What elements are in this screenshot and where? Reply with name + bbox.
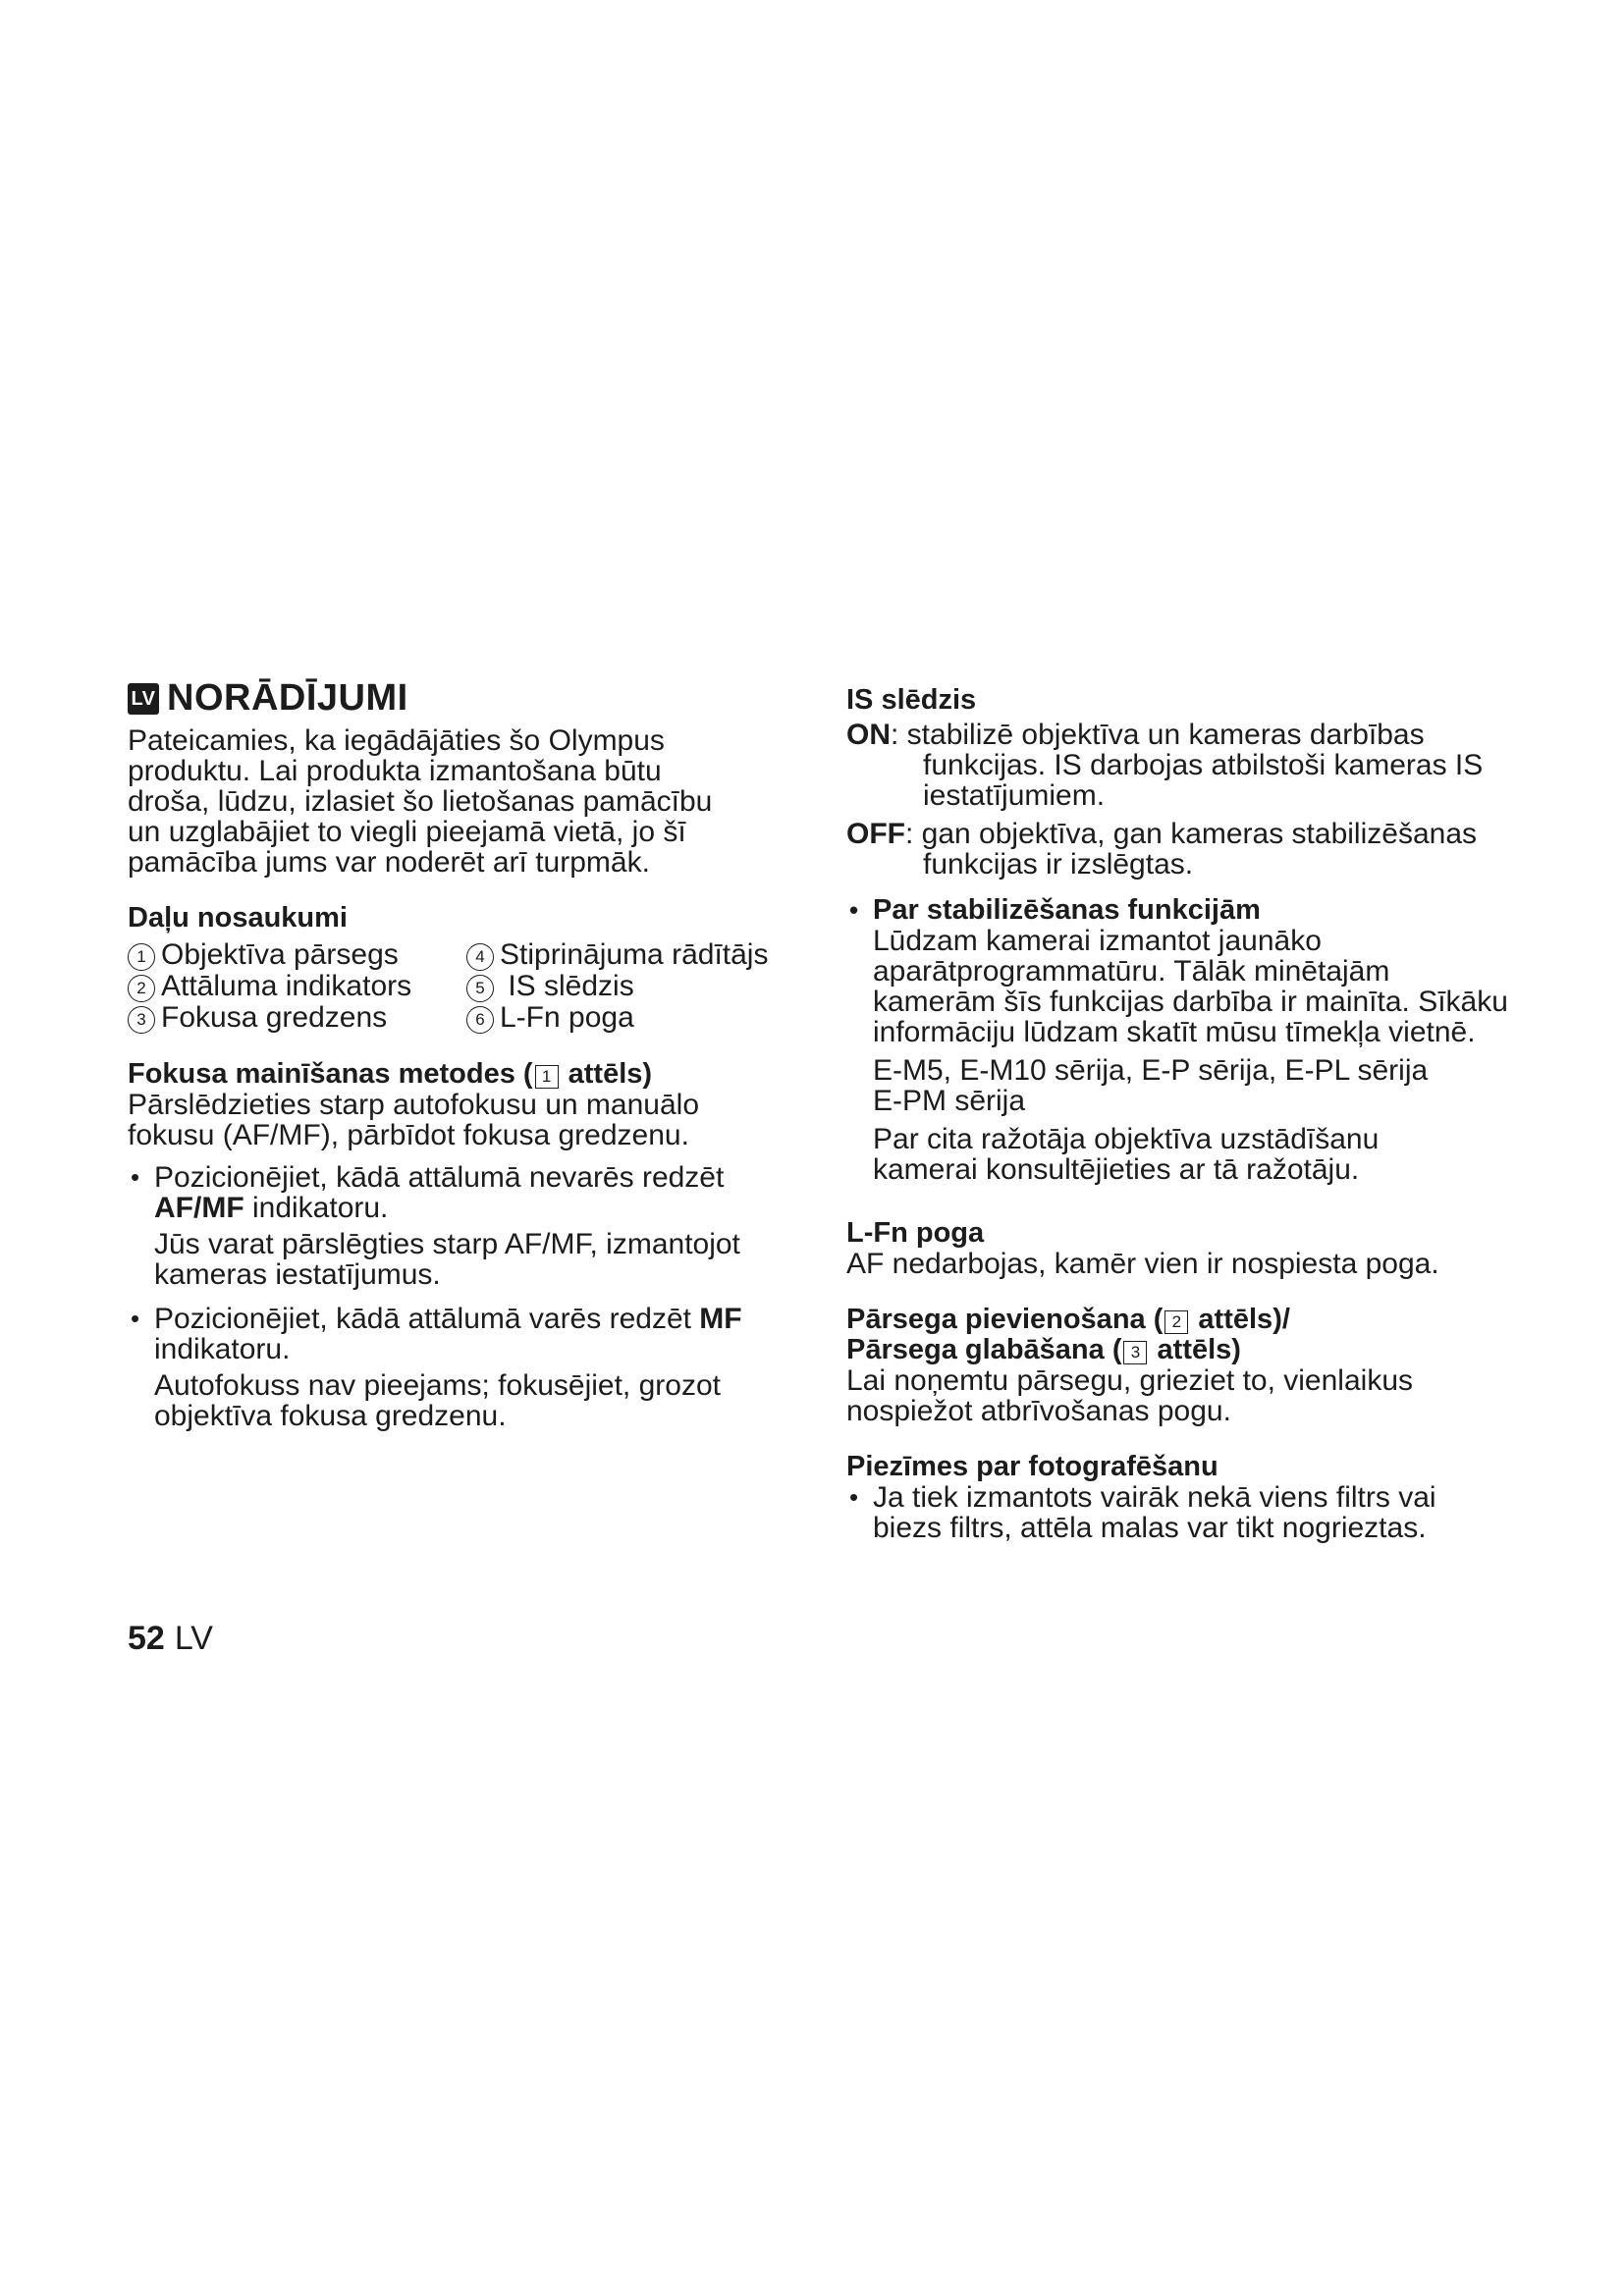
focus-bullet-note: Jūs varat pārslēgties starp AF/MF, izmantojot kameras iestatījumus. bbox=[154, 1228, 740, 1291]
right-column bbox=[846, 685, 1534, 1543]
figure-ref-box: 2 bbox=[1164, 1310, 1188, 1334]
lv-language-badge: LV bbox=[128, 683, 159, 715]
circled-number: 6 bbox=[466, 1006, 494, 1034]
parts-item: 3 Fokusa gredzens bbox=[128, 1002, 466, 1034]
stabilization-heading: • Par stabilizēšanas funkcijām bbox=[846, 895, 1534, 926]
lfn-heading: L-Fn poga bbox=[846, 1217, 985, 1249]
stabilization-other: Par cita ražotāja objektīva uzstādīšanu kamerai konsultējieties ar tā ražotāju. bbox=[873, 1123, 1380, 1186]
is-switch-heading: IS slēdzis bbox=[846, 684, 977, 716]
focus-bullet-af-mf: • Pozicionējiet, kādā attālumā nevarēs redzēt AF/MF indikatoru. bbox=[128, 1162, 815, 1223]
cap-attach-heading: Pārsega pievienošana ( 2 attēls)/ bbox=[846, 1304, 1290, 1335]
focus-bullet-note: Autofokuss nav pieejams; fokusējiet, grozot objektīva fokusa gredzenu. bbox=[154, 1369, 721, 1432]
parts-list bbox=[128, 939, 815, 1034]
focus-description: Pārslēdzieties starp autofokusu un manuālo fokusu (AF/MF), pārbīdot fokusa gredzenu. bbox=[128, 1089, 700, 1151]
notes-heading: Piezīmes par fotografēšanu bbox=[846, 1451, 1218, 1482]
left-column bbox=[128, 677, 815, 1431]
lfn-text: AF nedarbojas, kamēr vien ir nospiesta poga. bbox=[846, 1248, 1439, 1280]
parts-item: 2 Attāluma indikators bbox=[128, 971, 466, 1002]
focus-heading: Fokusa mainīšanas metodes ( 1 attēls) bbox=[128, 1058, 653, 1090]
notes-bullet: • Ja tiek izmantots vairāk nekā viens filtrs vai biezs filtrs, attēla malas var tikt nogrieztas. bbox=[846, 1482, 1534, 1543]
cap-text: Lai noņemtu pārsegu, grieziet to, vienlaikus nospiežot atbrīvošanas pogu. bbox=[846, 1364, 1414, 1427]
cap-storage-heading: Pārsega glabāšana ( 3 attēls) bbox=[846, 1334, 1241, 1365]
parts-heading: Daļu nosaukumi bbox=[128, 902, 348, 934]
page-number: 52 LV bbox=[128, 1620, 213, 1657]
stabilization-models: E-M5, E-M10 sērija, E-P sērija, E-PL sērija E-PM sērija bbox=[873, 1054, 1429, 1117]
figure-ref-box: 3 bbox=[1123, 1341, 1147, 1364]
circled-number: 1 bbox=[128, 943, 155, 971]
is-off-description: OFF : gan objektīva, gan kameras stabilizēšanas funkcijas ir izslēgtas. bbox=[846, 818, 1477, 881]
circled-number: 3 bbox=[128, 1006, 155, 1034]
stabilization-text: Lūdzam kamerai izmantot jaunāko aparātprogrammatūru. Tālāk minētajām kamerām šīs funkcijas darbība ir mainīta. Sīkāku informāciju lūdzam skatīt mūsu tīmekļa vietnē. bbox=[873, 925, 1508, 1048]
is-on-description: ON : stabilizē objektīva un kameras darbības funkcijas. IS darbojas atbilstoši kameras IS iestatījumiem. bbox=[846, 719, 1484, 812]
parts-item: 5 IS slēdzis bbox=[466, 971, 805, 1002]
page-title: NORĀDĪJUMI bbox=[167, 677, 408, 719]
intro-paragraph: Pateicamies, ka iegādājāties šo Olympus produktu. Lai produkta izmantošana būtu droša, lūdzu, izlasiet šo lietošanas pamācību un uzglabājiet to viegli pieejamā vietā, jo šī pamācība jums var noderēt arī turpmāk. bbox=[128, 724, 713, 879]
parts-item: 1 Objektīva pārsegs bbox=[128, 939, 466, 971]
section-header bbox=[128, 677, 815, 720]
circled-number: 5 bbox=[466, 975, 494, 1002]
focus-bullet-mf: • Pozicionējiet, kādā attālumā varēs redzēt MF indikatoru. bbox=[128, 1304, 815, 1364]
parts-item: 6 L-Fn poga bbox=[466, 1002, 805, 1034]
circled-number: 2 bbox=[128, 975, 155, 1002]
parts-item: 4 Stiprinājuma rādītājs bbox=[466, 939, 805, 971]
figure-ref-box: 1 bbox=[535, 1065, 559, 1089]
circled-number: 4 bbox=[466, 943, 494, 971]
